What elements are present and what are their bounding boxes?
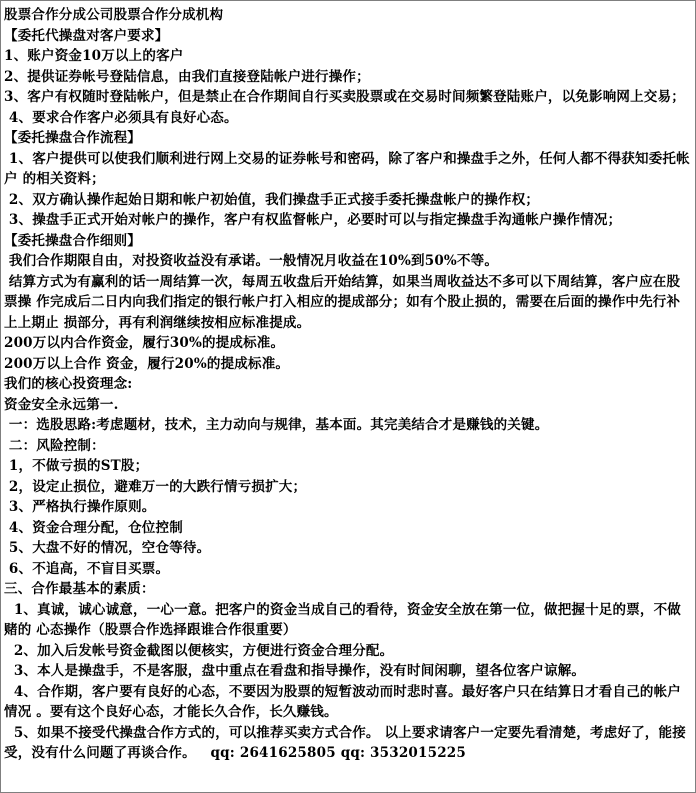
process-item: 1、客户提供可以使我们顺利进行网上交易的证券帐号和密码，除了客户和操盘手之外，任何人都不得获知委托帐户 的相关资料；: [4, 150, 690, 187]
detail-paragraph: 6、不追高，不盲目买票。: [4, 560, 170, 577]
detail-paragraph: 2，设定止损位，避难万一的大跌行情亏损扩大；: [4, 478, 307, 495]
section-heading-process: 【委托操盘合作流程】: [4, 130, 141, 146]
detail-paragraph: 3、本人是操盘手，不是客服，盘中重点在看盘和指导操作，没有时间闲聊，望各位客户谅解。: [4, 663, 586, 679]
document-body: [4, 5, 692, 790]
detail-paragraph: 我们合作期限自由，对投资收益没有承诺。一般情况月收益在10%到50%不等。: [4, 253, 499, 269]
requirement-item: 4、要求合作客户必须具有良好心态。: [4, 109, 238, 126]
detail-paragraph: 结算方式为有赢利的话一周结算一次，每周五收盘后开始结算，如果当周收益达不多可以下周结算，客户应在股票操 作完成后二日内向我们指定的银行帐户打入相应的提成部分；如有个股止损的，需要在后面的操作中先行补上上期止 损部分，再有利润继续按相应标准提成。: [4, 273, 681, 331]
detail-paragraph: 5、大盘不好的情况，空仓等待。: [4, 540, 211, 556]
detail-paragraph: 200万以上合作 资金，履行20%的提成标准。: [4, 355, 290, 372]
detail-paragraph: 4、资金合理分配，仓位控制: [4, 519, 183, 536]
detail-paragraph: 二：风险控制：: [4, 437, 105, 454]
requirement-item: 2、提供证券帐号登陆信息，由我们直接登陆帐户进行操作；: [4, 68, 370, 85]
process-item: 3、操盘手正式开始对帐户的操作，客户有权监督帐户，必要时可以与指定操盘手沟通帐户操作情况；: [4, 212, 622, 228]
requirement-item: 1、账户资金10万以上的客户: [4, 48, 184, 64]
detail-paragraph: 4、合作期，客户要有良好的心态，不要因为股票的短暂波动而时悲时喜。最好客户只在结算日才看自己的帐户情况 。要有这个良好心态，才能长久合作，长久赚钱。: [4, 683, 682, 720]
detail-paragraph: 1、真诚，诚心诚意，一心一意。把客户的资金当成自己的看待，资金安全放在第一位，做把握十足的票，不做赌的 心态操作（股票合作选择跟谁合作很重要）: [4, 601, 682, 638]
detail-paragraph: 2、加入后发帐号资金截图以便核实，方便进行资金合理分配。: [4, 642, 394, 659]
detail-paragraph: 1，不做亏损的ST股；: [4, 458, 149, 474]
process-item: 2、双方确认操作起始日期和帐户初始值，我们操盘手正式接手委托操盘帐户的操作权；: [4, 191, 540, 208]
document-title: 股票合作分成公司股票合作分成机构: [4, 7, 224, 23]
detail-paragraph: 一：选股思路:考虑题材，技术，主力动向与规律，基本面。其完美结合才是赚钱的关键。: [4, 417, 549, 433]
requirement-item: 3、客户有权随时登陆帐户，但是禁止在合作期间自行买卖股票或在交易时间频繁登陆账户，以免影响网上交易；: [4, 89, 685, 105]
detail-paragraph: 资金安全永远第一.: [4, 396, 119, 413]
detail-paragraph: 我们的核心投资理念:: [4, 376, 133, 392]
detail-paragraph: 三、合作最基本的素质：: [4, 581, 155, 597]
section-heading-requirements: 【委托代操盘对客户要求】: [4, 27, 169, 44]
section-heading-details: 【委托操盘合作细则】: [4, 232, 141, 249]
detail-paragraph: 200万以内合作资金，履行30%的提成标准。: [4, 335, 285, 351]
detail-paragraph: 5、如果不接受代操盘合作方式的，可以推荐买卖方式合作。 以上要求请客户一定要先看清楚，考虑好了，能接受，没有什么问题了再谈合作。 qq: 2641625805 qq: 3532015225: [4, 724, 686, 761]
detail-paragraph: 3、严格执行操作原则。: [4, 499, 156, 515]
